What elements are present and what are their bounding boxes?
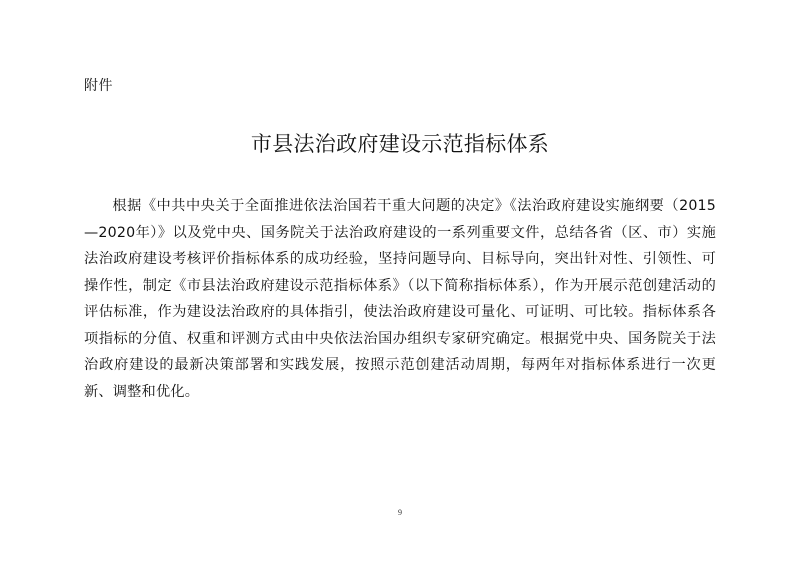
attachment-label: 附件 (84, 78, 113, 94)
document-title: 市县法治政府建设示范指标体系 (250, 132, 550, 156)
page-number: 9 (398, 508, 402, 517)
body-paragraph: 根据《中共中央关于全面推进依法治国若干重大问题的决定》《法治政府建设实施纲要（2015—2020年）》以及党中央、国务院关于法治政府建设的一系列重要文件，总结各省（区、市）实施法治政府建设考核评价指标体系的成功经验，坚持问题导向、目标导向，突出针对性、引领性、可操作性，制定《市县法治政府建设示范指标体系》（以下简称指标体系），作为开展示范创建活动的评估标准，作为建设法治政府的具体指引，使法治政府建设可量化、可证明、可比较。指标体系各项指标的分值、权重和评测方式由中央依法治国办组织专家研究确定。根据党中央、国务院关于法治政府建设的最新决策部署和实践发展，按照示范创建活动周期，每两年对指标体系进行一次更新、调整和优化。 (84, 198, 716, 400)
